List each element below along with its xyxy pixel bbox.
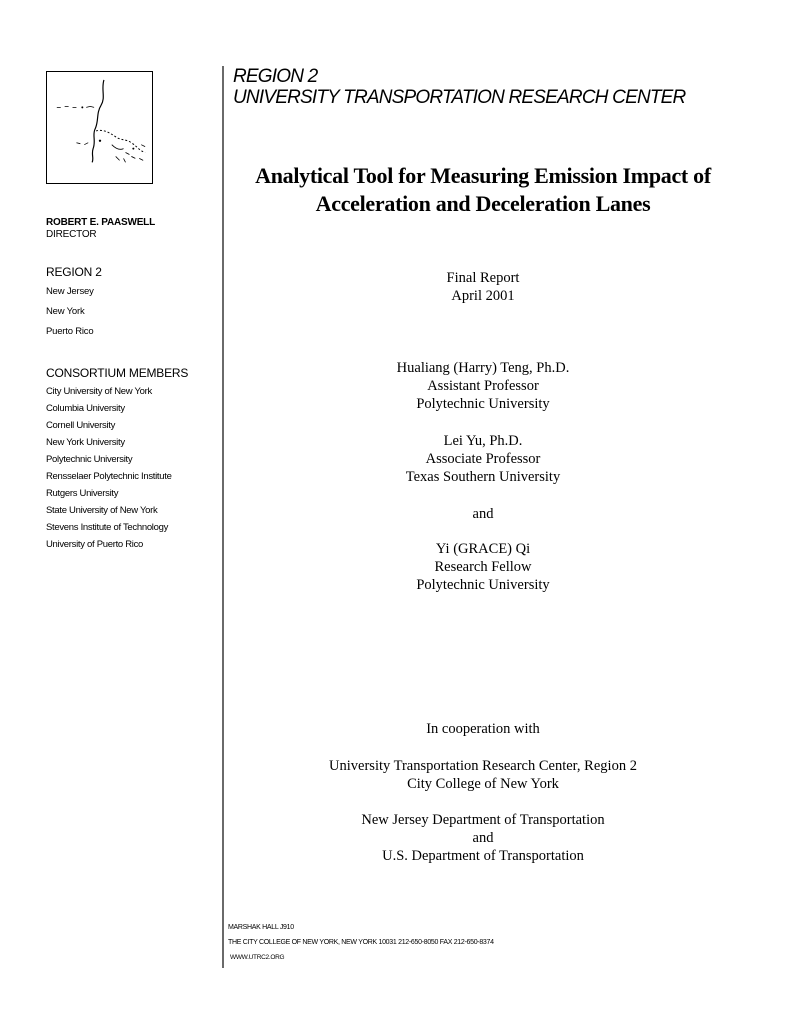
consortium-member: Stevens Institute of Technology — [46, 522, 169, 533]
consortium-member: Rutgers University — [46, 488, 119, 499]
center-header-name: UNIVERSITY TRANSPORTATION RESEARCH CENTER — [233, 87, 686, 108]
author-block — [228, 359, 738, 413]
region-map-icon — [47, 72, 152, 183]
report-type: Final Report — [446, 270, 520, 286]
director-name: ROBERT E. PAASWELL — [46, 217, 155, 228]
author-block — [228, 540, 738, 594]
dot-line-2: U.S. Department of Transportation — [382, 848, 584, 864]
consortium-member: University of Puerto Rico — [46, 539, 144, 550]
consortium-member: City University of New York — [46, 386, 152, 397]
author-affiliation: Polytechnic University — [416, 577, 550, 593]
region-state: Puerto Rico — [46, 326, 94, 337]
title-line-1: Analytical Tool for Measuring Emission Impact of — [255, 163, 711, 188]
consortium-member: Columbia University — [46, 403, 125, 414]
title-line-2: Acceleration and Deceleration Lanes — [315, 191, 651, 216]
consortium-member: State University of New York — [46, 505, 158, 516]
consortium-list — [46, 386, 172, 556]
utrc-line-2: City College of New York — [407, 776, 559, 792]
author-title: Assistant Professor — [427, 378, 539, 394]
consortium-member: Cornell University — [46, 420, 116, 431]
cooperation-intro: In cooperation with — [426, 721, 540, 737]
author-title: Associate Professor — [425, 451, 541, 467]
author-name: Lei Yu, Ph.D. — [443, 433, 523, 449]
author-name: Hualiang (Harry) Teng, Ph.D. — [396, 360, 570, 376]
dot-line-1: New Jersey Department of Transportation — [361, 812, 605, 828]
region-list — [46, 286, 94, 346]
center-header — [233, 66, 685, 108]
document-title — [228, 162, 738, 218]
utrc-block — [228, 757, 738, 793]
report-info — [228, 269, 738, 305]
dot-block — [228, 811, 738, 865]
dot-and: and — [472, 830, 494, 846]
author-name: Yi (GRACE) Qi — [435, 541, 531, 557]
author-affiliation: Texas Southern University — [405, 469, 561, 485]
region-heading: REGION 2 — [46, 265, 102, 279]
footer-website: WWW.UTRC2.ORG — [230, 954, 285, 961]
author-block — [228, 432, 738, 486]
consortium-member: Rensselaer Polytechnic Institute — [46, 471, 172, 482]
report-date: April 2001 — [451, 288, 515, 304]
consortium-member: New York University — [46, 437, 125, 448]
utrc-line-1: University Transportation Research Center, Region 2 — [329, 758, 637, 774]
region-map-logo — [46, 71, 153, 184]
vertical-divider — [222, 66, 224, 968]
region-state: New Jersey — [46, 286, 94, 297]
director-title: DIRECTOR — [46, 229, 97, 240]
footer-contact: THE CITY COLLEGE OF NEW YORK, NEW YORK 10031 212-650-8050 FAX 212-650-8374 — [228, 939, 494, 946]
consortium-heading: CONSORTIUM MEMBERS — [46, 366, 189, 380]
consortium-member: Polytechnic University — [46, 454, 133, 465]
center-header-region: REGION 2 — [233, 66, 318, 87]
author-title: Research Fellow — [434, 559, 532, 575]
authors-and: and — [472, 506, 494, 522]
author-affiliation: Polytechnic University — [416, 396, 550, 412]
footer-address: MARSHAK HALL J910 — [228, 924, 294, 931]
region-state: New York — [46, 306, 85, 317]
